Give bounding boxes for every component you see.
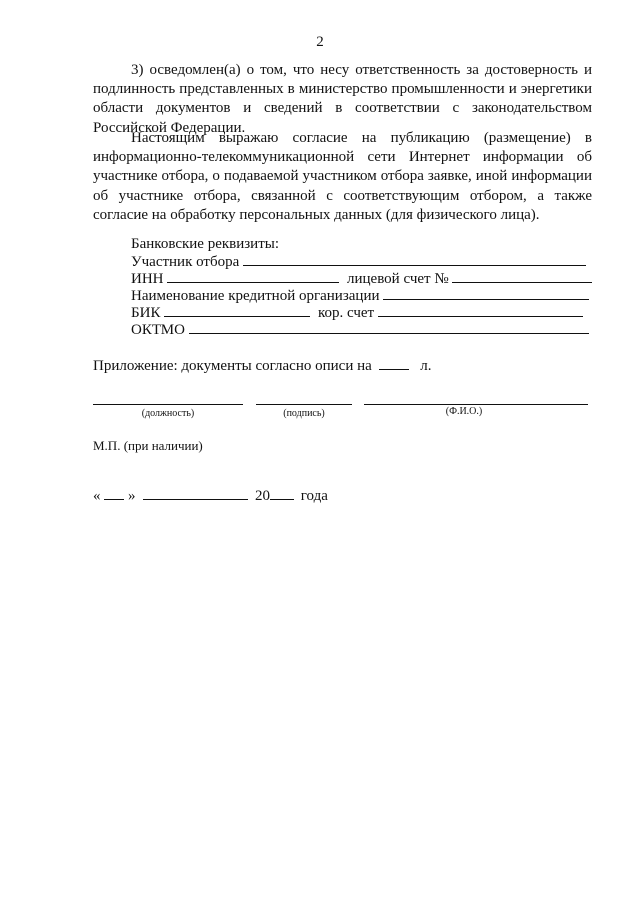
credit-org-label: Наименование кредитной организации bbox=[131, 288, 380, 304]
account-label: лицевой счет № bbox=[347, 271, 449, 287]
date-row bbox=[93, 487, 328, 506]
credit-org-field[interactable] bbox=[383, 288, 589, 300]
attachment-suffix: л. bbox=[420, 358, 432, 374]
oktmo-label: ОКТМО bbox=[131, 322, 185, 338]
corr-label: кор. счет bbox=[317, 305, 375, 321]
account-field[interactable] bbox=[452, 271, 592, 283]
signature-caption: (подпись) bbox=[283, 408, 325, 419]
bik-label: БИК bbox=[131, 305, 161, 321]
bik-field[interactable] bbox=[164, 305, 310, 317]
month-field[interactable] bbox=[143, 488, 248, 500]
position-caption: (должность) bbox=[141, 408, 195, 419]
paragraph-responsibility: 3) осведомлен(а) о том, что несу ответственность за достоверность и подлинность представленных в министерство промышленности и энергетики области документов и сведений в соответствии с законодательством Российской Федерации. bbox=[93, 62, 592, 136]
day-field[interactable] bbox=[104, 488, 124, 500]
oktmo-field[interactable] bbox=[189, 322, 589, 334]
stamp-note: М.П. (при наличии) bbox=[93, 438, 203, 453]
date-close-quote: » bbox=[128, 488, 136, 504]
year-suffix: года bbox=[300, 488, 328, 504]
attachment-label: Приложение: документы согласно описи на bbox=[93, 358, 372, 374]
year-field[interactable] bbox=[270, 488, 294, 500]
oktmo-row bbox=[131, 321, 589, 340]
inn-label: ИНН bbox=[131, 271, 164, 287]
inn-field[interactable] bbox=[167, 271, 339, 283]
fio-line[interactable] bbox=[364, 404, 588, 405]
date-open-quote: « bbox=[93, 488, 101, 504]
signature-line[interactable] bbox=[256, 404, 352, 405]
fio-caption: (Ф.И.О.) bbox=[445, 406, 483, 417]
position-line[interactable] bbox=[93, 404, 243, 405]
participant-field[interactable] bbox=[243, 254, 586, 266]
corr-field[interactable] bbox=[378, 305, 583, 317]
bank-details-heading: Банковские реквизиты: bbox=[131, 236, 280, 252]
participant-label: Участник отбора bbox=[131, 254, 240, 270]
page-number: 2 bbox=[316, 34, 324, 50]
year-prefix: 20 bbox=[255, 488, 270, 504]
attachment-pages-field[interactable] bbox=[379, 358, 409, 370]
paragraph-consent: Настоящим выражаю согласие на публикацию (размещение) в информационно-телекоммуникационной сети Интернет информации об участнике отбора, о подаваемой участником отбора заявке, иной информации об участнике отбора, связанной с соответствующим отбором, а также согласие на обработку персональных данных (для физического лица). bbox=[93, 130, 592, 223]
attachment-row bbox=[93, 357, 432, 376]
